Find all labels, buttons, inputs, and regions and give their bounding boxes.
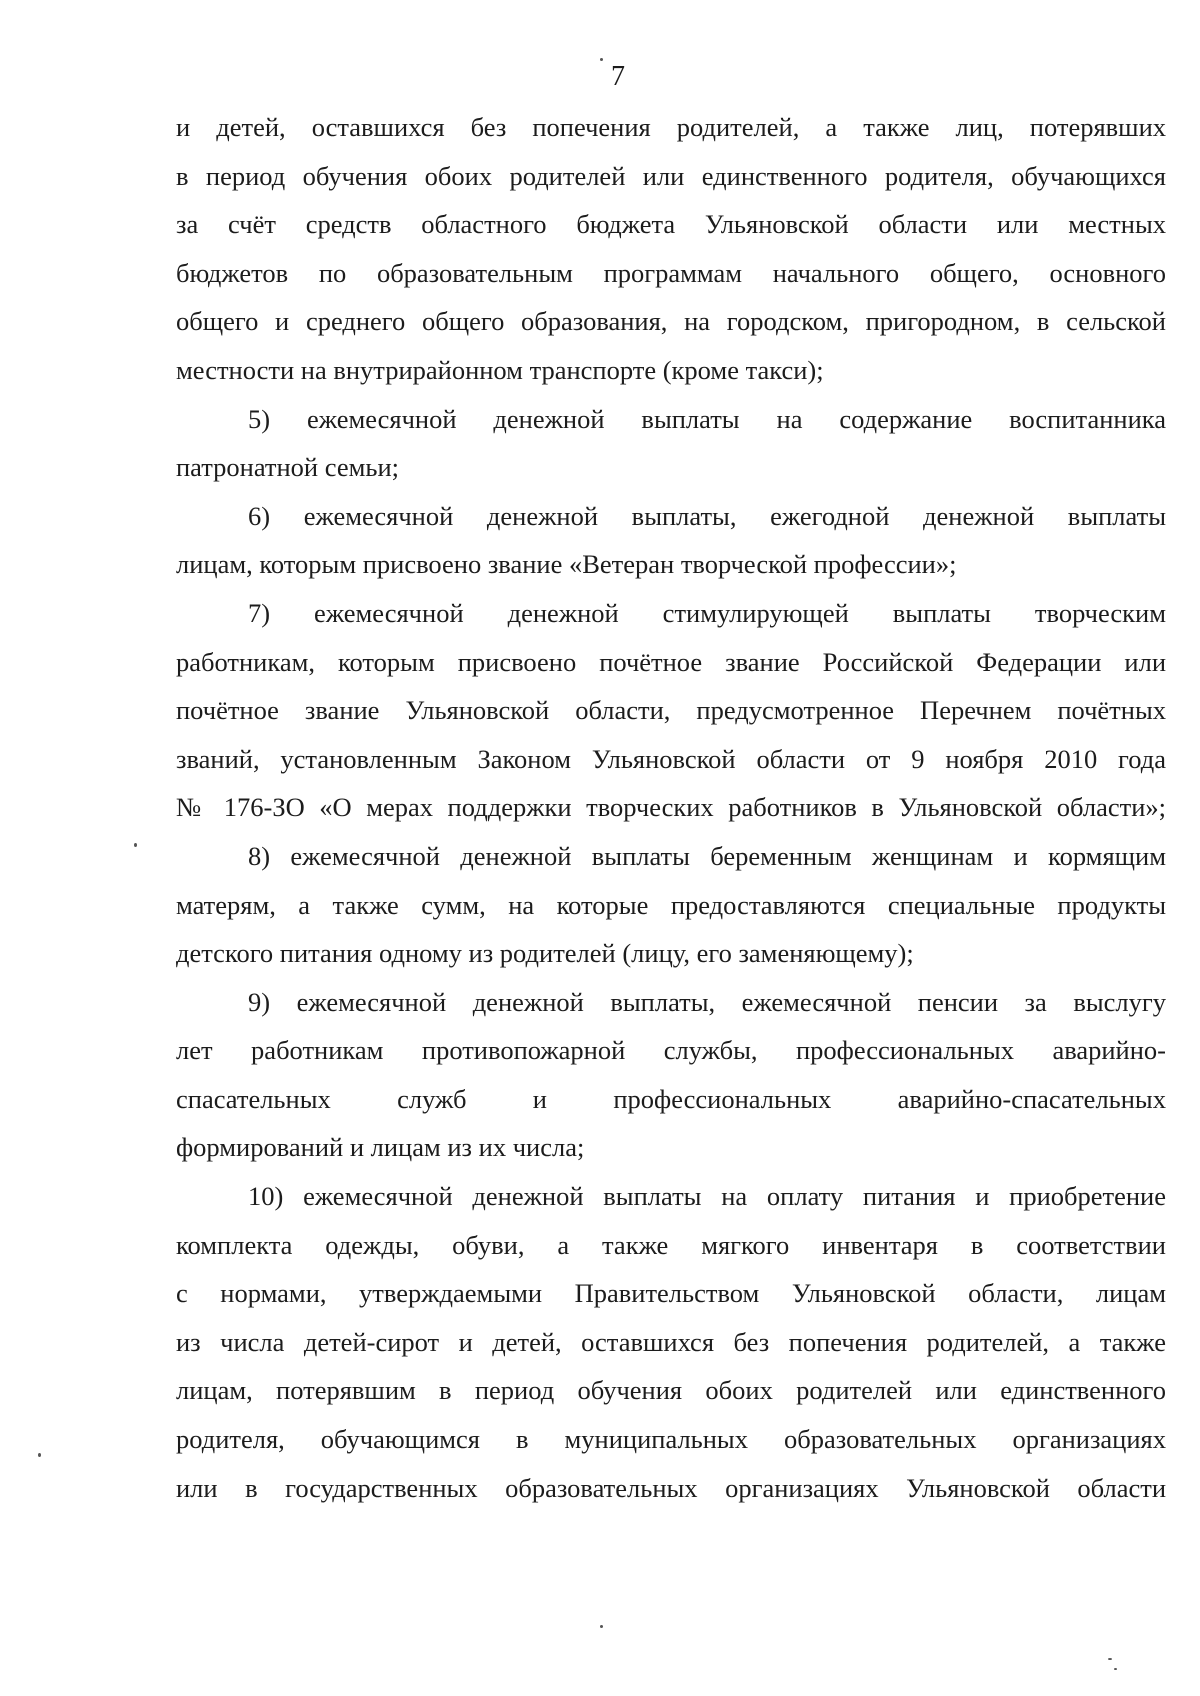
text-line: № 176-ЗО «О мерах поддержки творческих работников в Ульяновской области»;: [176, 792, 1166, 823]
scan-speck: [600, 1625, 603, 1628]
text-line: 5) ежемесячной денежной выплаты на содержание воспитанника: [248, 403, 1166, 434]
text-line: из числа детей-сирот и детей, оставшихся без попечения родителей, а также: [176, 1326, 1166, 1357]
text-line: или в государственных образовательных организациях Ульяновской области: [176, 1472, 1166, 1503]
text-line: с нормами, утверждаемыми Правительством Ульяновской области, лицам: [176, 1278, 1166, 1309]
text-line: лицам, потерявшим в период обучения обоих родителей или единственного: [176, 1375, 1166, 1406]
scan-speck: [600, 58, 603, 61]
text-line: работникам, которым присвоено почётное звание Российской Федерации или: [176, 646, 1166, 677]
text-line: матерям, а также сумм, на которые предоставляются специальные продукты: [176, 889, 1166, 920]
text-line: в период обучения обоих родителей или единственного родителя, обучающихся: [176, 160, 1166, 191]
text-line: местности на внутрирайонном транспорте (кроме такси);: [176, 354, 824, 385]
scan-speck: [38, 1453, 41, 1457]
text-line: бюджетов по образовательным программам начального общего, основного: [176, 257, 1166, 288]
text-line: 7) ежемесячной денежной стимулирующей выплаты творческим: [248, 597, 1166, 628]
text-line: и детей, оставшихся без попечения родителей, а также лиц, потерявших: [176, 112, 1166, 142]
text-line: 8) ежемесячной денежной выплаты беременным женщинам и кормящим: [248, 840, 1166, 871]
text-line: детского питания одному из родителей (лицу, его заменяющему);: [176, 938, 914, 969]
text-line: 6) ежемесячной денежной выплаты, ежегодной денежной выплаты: [248, 500, 1166, 531]
text-line: общего и среднего общего образования, на городском, пригородном, в сельской: [176, 306, 1166, 337]
scan-speck: [1114, 1668, 1117, 1670]
text-line: лет работникам противопожарной службы, профессиональных аварийно-: [176, 1035, 1166, 1066]
page-number: 7: [611, 61, 625, 92]
text-line: званий, установленным Законом Ульяновской области от 9 ноября 2010 года: [176, 743, 1166, 774]
text-line: формирований и лицам из их числа;: [176, 1132, 585, 1163]
text-line: спасательных служб и профессиональных аварийно-спасательных: [176, 1083, 1166, 1114]
text-line: за счёт средств областного бюджета Ульяновской области или местных: [176, 209, 1166, 240]
text-line: 9) ежемесячной денежной выплаты, ежемесячной пенсии за выслугу: [248, 986, 1166, 1017]
text-line: патронатной семьи;: [176, 452, 399, 483]
text-line: комплекта одежды, обуви, а также мягкого инвентаря в соответствии: [176, 1229, 1166, 1260]
scan-speck: [1108, 1658, 1112, 1660]
scan-speck: [134, 843, 137, 847]
text-line: 10) ежемесячной денежной выплаты на оплату питания и приобретение: [248, 1181, 1166, 1212]
text-line: почётное звание Ульяновской области, предусмотренное Перечнем почётных: [176, 695, 1166, 726]
document-body: [176, 103, 1166, 1512]
text-line: лицам, которым присвоено звание «Ветеран творческой профессии»;: [176, 549, 957, 580]
text-line: родителя, обучающимся в муниципальных образовательных организациях: [176, 1424, 1166, 1455]
